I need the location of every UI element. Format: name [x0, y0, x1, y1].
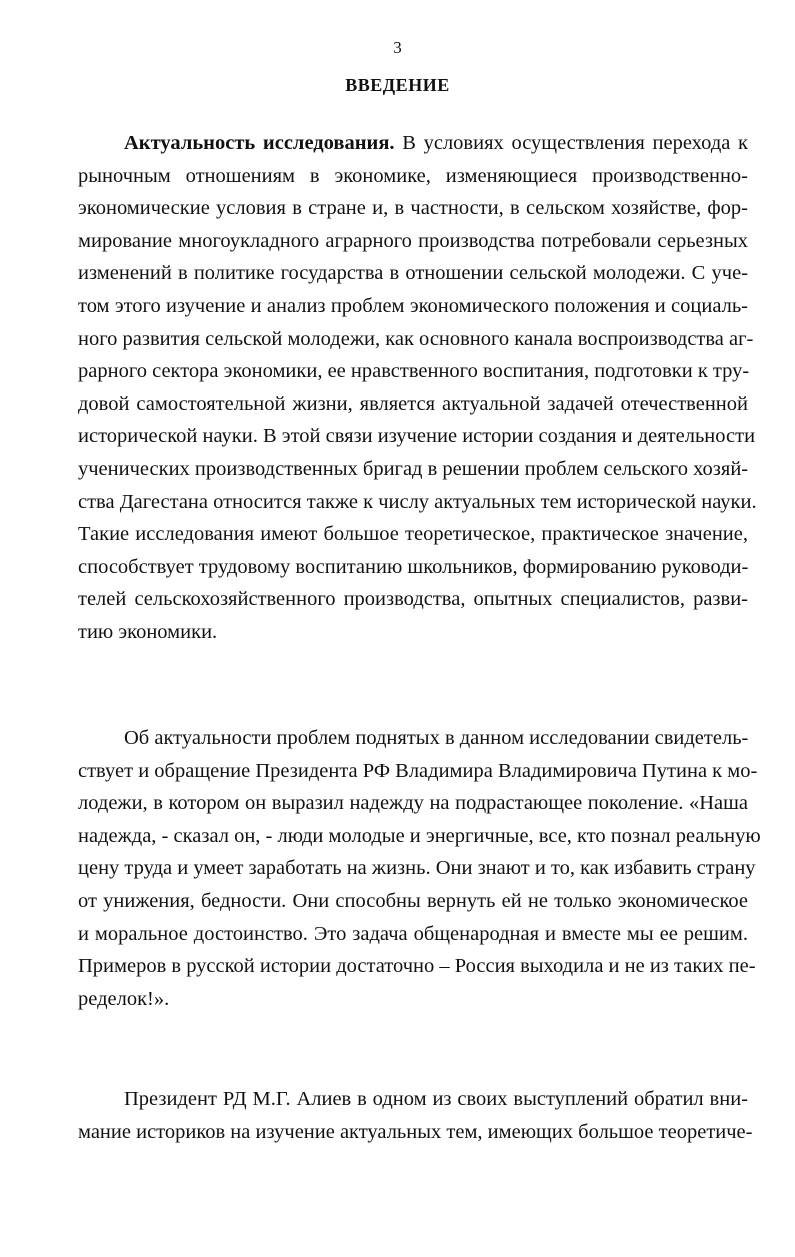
paragraph-line: рарного сектора экономики, ее нравственного воспитания, подготовки к тру- — [78, 360, 750, 383]
paragraph-line: довой самостоятельной жизни, является актуальной задачей отечественной — [78, 392, 748, 415]
section-title: ВВЕДЕНИЕ — [345, 75, 450, 95]
paragraph-line: телей сельскохозяйственного производства, опытных специалистов, разви- — [78, 588, 748, 611]
paragraph-line: рыночным отношениям в экономике, изменяющиеся производственно- — [78, 164, 748, 187]
paragraph-president-address — [78, 722, 761, 1015]
paragraph-line: лодежи, в котором он выразил надежду на подрастающее поколение. «Наша — [78, 792, 748, 815]
paragraph-line — [78, 127, 748, 160]
paragraph-relevance — [78, 127, 757, 649]
paragraph-line: цену труда и умеет заработать на жизнь. Они знают и то, как избавить страну — [78, 857, 756, 880]
page-number: 3 — [393, 38, 402, 57]
paragraph-line: ствует и обращение Президента РФ Владимира Владимировича Путина к мо- — [78, 759, 758, 782]
paragraph-line: изменений в политике государства в отношении сельской молодежи. С уче- — [78, 262, 748, 285]
paragraph-line: тию экономики. — [78, 620, 218, 643]
paragraph-line: Об актуальности проблем поднятых в данном исследовании свидетель- — [124, 727, 749, 749]
paragraph-line: от унижения, бедности. Они способны вернуть ей не только экономическое — [78, 889, 748, 912]
paragraph-line: и моральное достоинство. Это задача общенародная и вместе мы ее решим. — [78, 922, 748, 945]
paragraph-line: ределок!». — [78, 987, 170, 1010]
paragraph-line: исторической науки. В этой связи изучение истории создания и деятельности — [78, 425, 756, 448]
paragraph-line: Примеров в русской истории достаточно – Россия выходила и не из таких пе- — [78, 955, 756, 978]
paragraph-line: Президент РД М.Г. Алиев в одном из своих выступлений обратил вни- — [124, 1088, 748, 1110]
paragraph-rd-president — [78, 1083, 753, 1148]
paragraph-line-text: В условиях осуществления перехода к — [394, 132, 748, 154]
paragraph-line: ученических производственных бригад в решении проблем сельского хозяй- — [78, 457, 749, 480]
paragraph-line: способствует трудовому воспитанию школьников, формированию руководи- — [78, 555, 749, 578]
paragraph-line: Такие исследования имеют большое теоретическое, практическое значение, — [78, 523, 748, 546]
paragraph-line: экономические условия в стране и, в частности, в сельском хозяйстве, фор- — [78, 197, 748, 220]
paragraph-line: мирование многоукладного аграрного производства потребовали серьезных — [78, 229, 748, 252]
paragraph-line: мание историков на изучение актуальных тем, имеющих большое теоретиче- — [78, 1120, 753, 1143]
paragraph-line: надежда, - сказал он, - люди молодые и энергичные, все, кто познал реальную — [78, 824, 761, 847]
paragraph-lead: Актуальность исследования. — [124, 132, 395, 154]
paragraph-line: ного развития сельской молодежи, как основного канала воспроизводства аг- — [78, 327, 754, 350]
paragraph-line: том этого изучение и анализ проблем экономического положения и социаль- — [78, 294, 748, 317]
paragraph-line: ства Дагестана относится также к числу актуальных тем исторической науки. — [78, 490, 757, 513]
